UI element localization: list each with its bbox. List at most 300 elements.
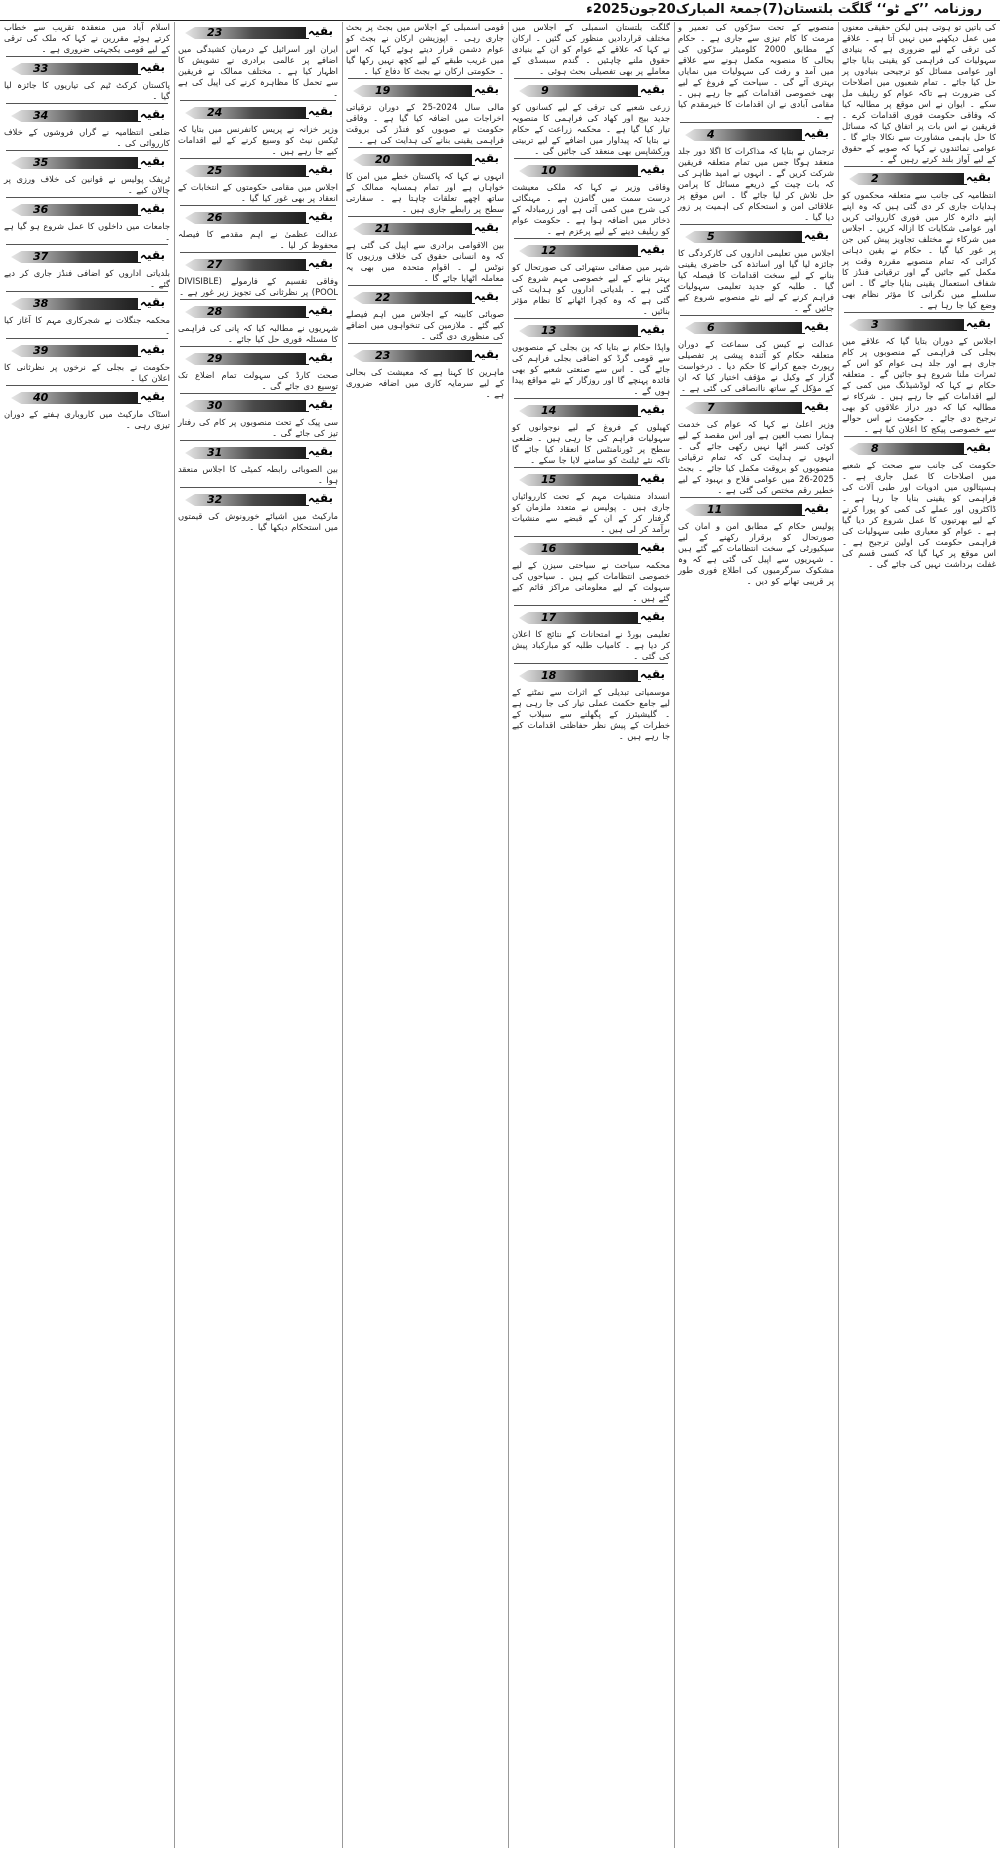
- article-divider: [514, 78, 668, 79]
- article-block: [2, 22, 172, 58]
- article-text: ترجمان نے بتایا کہ مذاکرات کا اگلا دور جلد منعقد ہوگا جس میں تمام متعلقہ فریقین شرکت کریں گے ۔ انہوں نے امید ظاہر کی کہ بات چیت کے ذریعے مسائل کا پرامن حل تلاش کر لیا جائے گا ۔ اس موقع پر علاقائی امن و استحکام کی اہمیت پر زور دیا گیا ۔: [678, 146, 834, 222]
- article-block: [176, 489, 340, 533]
- article-divider: [180, 100, 336, 101]
- continuation-word: بقیہ: [639, 242, 665, 256]
- label-ribbon: [685, 504, 805, 516]
- article-divider: [180, 346, 336, 347]
- continuation-label: [841, 316, 997, 334]
- label-ribbon: [353, 292, 475, 304]
- continuation-number: 33: [33, 62, 49, 75]
- article-divider: [348, 147, 502, 148]
- article-divider: [6, 150, 168, 151]
- continuation-label: [177, 397, 339, 415]
- continuation-word: بقیہ: [473, 220, 499, 234]
- label-ribbon: [185, 306, 309, 318]
- article-block: [176, 348, 340, 395]
- article-block: [510, 607, 672, 665]
- label-ribbon: [185, 212, 309, 224]
- article-block: [176, 442, 340, 489]
- continuation-label: [677, 319, 835, 337]
- continuation-label: [177, 162, 339, 180]
- article-text: اجلاس میں مقامی حکومتوں کے انتخابات کے انعقاد پر بھی غور کیا گیا ۔: [178, 182, 338, 203]
- column-4: [344, 22, 506, 1848]
- masthead-title: روزنامہ ’’کے ٹو‘‘ گلگت بلتستان(7)جمعۃ المبارک20جون2025ء: [586, 2, 982, 17]
- article-block: [176, 102, 340, 160]
- article-block: [676, 226, 836, 317]
- article-divider: [6, 103, 168, 104]
- article-text: انتظامیہ کی جانب سے متعلقہ محکموں کو ہدایات جاری کر دی گئی ہیں کہ وہ اپنے اپنے دائرہ کار میں فوری کارروائی کریں اور عوامی شکایات کا ازالہ کریں ۔ اجلاس میں شرکاء نے مختلف تجاویز پیش کیں جن پر غور کیا گیا ۔ حکام نے یقین دہانی کرائی کہ تمام منصوبے مقررہ وقت پر مکمل کیے جائیں گے اور ترقیاتی فنڈز کا شفاف استعمال یقینی بنایا جائے گا ۔ اس سلسلے میں نگرانی کا مؤثر نظام بھی وضع کیا جا رہا ہے ۔: [842, 190, 996, 310]
- article-block: [510, 320, 672, 400]
- article-text: قومی اسمبلی کے اجلاس میں بجٹ پر بحث جاری رہی ۔ اپوزیشن ارکان نے بجٹ کو عوام دشمن قرار دیتے ہوئے کہا کہ اس میں غریب طبقے کے لیے کچھ نہیں رکھا گیا ۔ حکومتی ارکان نے بجٹ کا دفاع کیا ۔: [346, 22, 504, 76]
- article-text: موسمیاتی تبدیلی کے اثرات سے نمٹنے کے لیے جامع حکمت عملی تیار کی جا رہی ہے ۔ گلیشیئرز کے پگھلنے سے سیلاب کے خطرات کے پیش نظر حفاظتی اقدامات کیے جا رہے ہیں ۔: [512, 687, 670, 741]
- article-block: [2, 340, 172, 387]
- continuation-number: 40: [33, 391, 49, 404]
- article-text: بین الصوبائی رابطہ کمیٹی کا اجلاس منعقد ہوا ۔: [178, 464, 338, 485]
- continuation-word: بقیہ: [803, 319, 829, 333]
- label-ribbon: [519, 474, 641, 486]
- continuation-label: [677, 126, 835, 144]
- continuation-word: بقیہ: [473, 347, 499, 361]
- continuation-number: 20: [375, 153, 391, 166]
- article-divider: [514, 318, 668, 319]
- continuation-word: بقیہ: [639, 609, 665, 623]
- article-divider: [180, 393, 336, 394]
- continuation-label: [3, 295, 171, 313]
- continuation-label: [677, 399, 835, 417]
- article-divider: [180, 205, 336, 206]
- article-block: [840, 22, 998, 168]
- continuation-label: [511, 667, 671, 685]
- continuation-label: [345, 220, 505, 238]
- label-ribbon: [185, 27, 309, 39]
- article-text: محکمہ جنگلات نے شجرکاری مہم کا آغاز کیا ۔: [4, 315, 170, 336]
- article-text: پولیس حکام کے مطابق امن و امان کی صورتحال کو برقرار رکھنے کے لیے سیکیورٹی کے سخت انتظامات کیے گئے ہیں ۔ شہریوں سے اپیل کی گئی ہے کہ وہ مشکوک سرگرمیوں کی اطلاع فوری طور پر قریبی تھانے کو دیں ۔: [678, 521, 834, 586]
- continuation-word: بقیہ: [803, 399, 829, 413]
- continuation-number: 4: [707, 128, 715, 141]
- column-1: [840, 22, 998, 1848]
- continuation-word: بقیہ: [139, 389, 165, 403]
- label-ribbon: [519, 325, 641, 337]
- continuation-word: بقیہ: [307, 209, 333, 223]
- continuation-number: 30: [207, 399, 223, 412]
- article-divider: [348, 285, 502, 286]
- continuation-label: [841, 170, 997, 188]
- continuation-label: [3, 154, 171, 172]
- continuation-word: بقیہ: [965, 170, 991, 184]
- article-text: صحت کارڈ کی سہولت تمام اضلاع تک توسیع دی جائے گی ۔: [178, 370, 338, 391]
- article-block: [840, 438, 998, 570]
- label-ribbon: [185, 353, 309, 365]
- continuation-number: 14: [541, 404, 557, 417]
- continuation-word: بقیہ: [307, 444, 333, 458]
- article-divider: [514, 398, 668, 399]
- article-text: تعلیمی بورڈ نے امتحانات کے نتائج کا اعلان کر دیا ہے ۔ کامیاب طلبہ کو مبارکباد پیش کی گئی ۔: [512, 629, 670, 661]
- continuation-word: بقیہ: [307, 162, 333, 176]
- continuation-number: 7: [707, 401, 715, 414]
- article-text: منصوبے کے تحت سڑکوں کی تعمیر و مرمت کا کام تیزی سے جاری ہے ۔ حکام کے مطابق 2000 کلومیٹر سڑکوں کی بحالی کا منصوبہ مکمل ہونے سے علاقے میں آمد و رفت کی سہولیات میں نمایاں بہتری آئے گی ۔ سیاحت کے فروغ کے لیے بھی خصوصی اقدامات کیے جا رہے ہیں ۔ مقامی آبادی نے ان اقدامات کا خیرمقدم کیا ہے ۔: [678, 22, 834, 120]
- article-text: پاکستان کرکٹ ٹیم کی تیاریوں کا جائزہ لیا گیا ۔: [4, 80, 170, 101]
- column-rule: [342, 22, 343, 1848]
- article-text: محکمہ سیاحت نے سیاحتی سیزن کے لیے خصوصی انتظامات کیے ہیں ۔ سیاحوں کی سہولت کے لیے معلوماتی مراکز قائم کیے گئے ہیں ۔: [512, 560, 670, 603]
- article-divider: [680, 224, 832, 225]
- article-divider: [180, 487, 336, 488]
- continuation-label: [511, 402, 671, 420]
- label-ribbon: [685, 402, 805, 414]
- column-2: [676, 22, 836, 1848]
- continuation-label: [345, 151, 505, 169]
- label-ribbon: [11, 345, 141, 357]
- continuation-word: بقیہ: [307, 491, 333, 505]
- article-divider: [6, 244, 168, 245]
- continuation-word: بقیہ: [139, 295, 165, 309]
- article-divider: [844, 166, 994, 167]
- article-text: جامعات میں داخلوں کا عمل شروع ہو گیا ہے ۔: [4, 221, 170, 242]
- article-block: [176, 254, 340, 301]
- article-block: [176, 160, 340, 207]
- label-ribbon: [185, 259, 309, 271]
- continuation-label: [177, 444, 339, 462]
- continuation-number: 17: [541, 611, 557, 624]
- label-ribbon: [353, 85, 475, 97]
- continuation-number: 34: [33, 109, 49, 122]
- continuation-number: 38: [33, 297, 49, 310]
- article-text: اسٹاک مارکیٹ میں کاروباری ہفتے کے دوران تیزی رہی ۔: [4, 409, 170, 430]
- article-text: واپڈا حکام نے بتایا کہ پن بجلی کے منصوبوں سے قومی گرڈ کو اضافی بجلی فراہم کی جائے گی ۔ اس سے صنعتی شعبے کو بھی فائدہ پہنچے گا اور روزگار کے نئے مواقع پیدا ہوں گے ۔: [512, 342, 670, 396]
- article-divider: [514, 158, 668, 159]
- continuation-number: 29: [207, 352, 223, 365]
- continuation-number: 28: [207, 305, 223, 318]
- continuation-word: بقیہ: [639, 540, 665, 554]
- label-ribbon: [519, 245, 641, 257]
- continuation-label: [177, 256, 339, 274]
- article-divider: [6, 56, 168, 57]
- article-text: کی باتیں تو ہوتی ہیں لیکن حقیقی معنوں میں عمل دیکھنے میں نہیں آتا ہے ۔ علاقے کی ترقی کے لیے ضروری ہے کہ بنیادی سہولیات کی فراہمی کو یقینی بنایا جائے اور عوامی مسائل کو ترجیحی بنیادوں پر حل کیا جائے ۔ تمام شعبوں میں اصلاحات کی ضرورت ہے تاکہ عوام کو ریلیف مل سکے ۔ ایوان نے اس موقع پر مطالبہ کیا کہ وفاقی حکومت فوری اقدامات کرے ۔ فریقین نے اس بات پر اتفاق کیا کہ مسائل کا حل باہمی مشاورت سے نکالا جائے گا ۔ عوامی نمائندوں نے کہا کہ صوبے کے حقوق کے لیے آواز بلند کرتے رہیں گے ۔: [842, 22, 996, 164]
- article-block: [510, 240, 672, 320]
- article-text: صوبائی کابینہ کے اجلاس میں اہم فیصلے کیے گئے ۔ ملازمین کی تنخواہوں میں اضافے کی منظوری دی گئی ۔: [346, 309, 504, 341]
- article-text: اجلاس کے دوران بتایا گیا کہ علاقے میں بجلی کی فراہمی کے منصوبوں پر کام جاری ہے اور جلد ہی عوام کو اس کے ثمرات ملنا شروع ہو جائیں گے ۔ متعلقہ حکام نے کہا کہ لوڈشیڈنگ میں کمی کے لیے اقدامات کیے جا رہے ہیں ۔ شرکاء نے مطالبہ کیا کہ دور دراز علاقوں کو بھی ترجیح دی جائے ۔ حکومت نے اس حوالے سے خصوصی پیکج کا اعلان کیا ہے ۔: [842, 336, 996, 434]
- article-block: [344, 22, 506, 80]
- continuation-label: [3, 389, 171, 407]
- continuation-number: 19: [375, 84, 391, 97]
- continuation-label: [177, 303, 339, 321]
- continuation-word: بقیہ: [139, 342, 165, 356]
- continuation-label: [345, 347, 505, 365]
- continuation-number: 25: [207, 164, 223, 177]
- article-block: [344, 287, 506, 345]
- continuation-word: بقیہ: [639, 82, 665, 96]
- article-block: [840, 168, 998, 314]
- article-block: [344, 149, 506, 218]
- continuation-word: بقیہ: [639, 667, 665, 681]
- article-text: وزیر اعلیٰ نے کہا کہ عوام کی خدمت ہمارا نصب العین ہے اور اس مقصد کے لیے کوئی کسر اٹھا نہیں رکھی جائے گی ۔ انہوں نے ہدایت کی کہ تمام ترقیاتی منصوبوں کو بروقت مکمل کیا جائے ۔ بجٹ 2025-26 میں عوامی فلاح و بہبود کے لیے خطیر رقم مختص کی گئی ہے ۔: [678, 419, 834, 495]
- article-divider: [680, 497, 832, 498]
- article-block: [510, 80, 672, 160]
- continuation-number: 35: [33, 156, 49, 169]
- article-text: مالی سال 2024-25 کے دوران ترقیاتی اخراجات میں اضافہ کیا گیا ہے ۔ وفاقی حکومت نے صوبوں کو فنڈز کی بروقت فراہمی یقینی بنانے کی ہدایت کی ہے ۔: [346, 102, 504, 145]
- article-divider: [180, 158, 336, 159]
- article-text: وفاقی تقسیم کے فارمولے (DIVISIBLE POOL) پر نظرثانی کی تجویز زیر غور ہے ۔: [178, 276, 338, 297]
- label-ribbon: [519, 670, 641, 682]
- continuation-label: [511, 242, 671, 260]
- continuation-word: بقیہ: [473, 82, 499, 96]
- label-ribbon: [519, 405, 641, 417]
- article-text: شہریوں نے مطالبہ کیا کہ پانی کی فراہمی کا مسئلہ فوری حل کیا جائے ۔: [178, 323, 338, 344]
- continuation-label: [511, 609, 671, 627]
- article-block: [176, 301, 340, 348]
- article-divider: [514, 605, 668, 606]
- article-divider: [680, 315, 832, 316]
- continuation-number: 5: [707, 230, 715, 243]
- column-3: [510, 22, 672, 1848]
- continuation-label: [177, 209, 339, 227]
- article-divider: [844, 312, 994, 313]
- article-text: عدالت عظمیٰ نے اہم مقدمے کا فیصلہ محفوظ کر لیا ۔: [178, 229, 338, 250]
- article-text: گلگت بلتستان اسمبلی کے اجلاس میں مختلف قراردادیں منظور کی گئیں ۔ ارکان نے کہا کہ علاقے کے عوام کو ان کے بنیادی حقوق ملنے چاہئیں ۔ گندم سبسڈی کے معاملے پر بھی تفصیلی بحث ہوئی ۔: [512, 22, 670, 76]
- continuation-label: [177, 104, 339, 122]
- article-divider: [514, 536, 668, 537]
- continuation-number: 16: [541, 542, 557, 555]
- article-block: [2, 105, 172, 152]
- label-ribbon: [11, 204, 141, 216]
- continuation-number: 3: [871, 318, 879, 331]
- continuation-label: [511, 322, 671, 340]
- article-text: زرعی شعبے کی ترقی کے لیے کسانوں کو جدید بیج اور کھاد کی فراہمی کا منصوبہ تیار کیا گیا ہے ۔ محکمہ زراعت کے حکام نے بتایا کہ پیداوار میں اضافے کے لیے تربیتی ورکشاپس بھی منعقد کی جائیں گی ۔: [512, 102, 670, 156]
- label-ribbon: [353, 223, 475, 235]
- article-text: بلدیاتی اداروں کو اضافی فنڈز جاری کر دیے گئے ۔: [4, 268, 170, 289]
- article-block: [2, 152, 172, 199]
- label-ribbon: [185, 494, 309, 506]
- article-divider: [6, 385, 168, 386]
- continuation-number: 23: [207, 26, 223, 39]
- continuation-label: [677, 501, 835, 519]
- continuation-word: بقیہ: [639, 162, 665, 176]
- article-block: [510, 22, 672, 80]
- article-text: انسداد منشیات مہم کے تحت کارروائیاں جاری ہیں ۔ پولیس نے متعدد ملزمان کو گرفتار کر کے ان کے قبضے سے منشیات برآمد کر لی ہیں ۔: [512, 491, 670, 534]
- article-divider: [514, 467, 668, 468]
- article-divider: [348, 216, 502, 217]
- continuation-word: بقیہ: [139, 107, 165, 121]
- continuation-label: [177, 24, 339, 42]
- article-text: بین الاقوامی برادری سے اپیل کی گئی ہے کہ وہ انسانی حقوق کی خلاف ورزیوں کا نوٹس لے ۔ اقوام متحدہ میں بھی یہ معاملہ اٹھایا جائے گا ۔: [346, 240, 504, 283]
- article-text: ماہرین کا کہنا ہے کہ معیشت کی بحالی کے لیے سرمایہ کاری میں اضافہ ضروری ہے ۔: [346, 367, 504, 399]
- article-divider: [514, 238, 668, 239]
- article-divider: [6, 291, 168, 292]
- article-divider: [680, 122, 832, 123]
- continuation-label: [177, 350, 339, 368]
- continuation-word: بقیہ: [803, 501, 829, 515]
- continuation-word: بقیہ: [139, 60, 165, 74]
- continuation-word: بقیہ: [307, 350, 333, 364]
- article-divider: [844, 436, 994, 437]
- continuation-number: 2: [871, 172, 879, 185]
- continuation-number: 23: [375, 349, 391, 362]
- continuation-number: 18: [541, 669, 557, 682]
- article-block: [176, 207, 340, 254]
- label-ribbon: [353, 154, 475, 166]
- continuation-label: [3, 342, 171, 360]
- article-block: [2, 58, 172, 105]
- article-block: [510, 160, 672, 240]
- article-block: [840, 314, 998, 438]
- label-ribbon: [685, 322, 805, 334]
- column-5: [176, 22, 340, 1848]
- article-block: [676, 124, 836, 226]
- label-ribbon: [185, 400, 309, 412]
- article-text: شہر میں صفائی ستھرائی کی صورتحال کو بہتر بنانے کے لیے خصوصی مہم شروع کی گئی ہے ۔ بلدیاتی اداروں کو ہدایت کی گئی ہے کہ وہ کچرا اٹھانے کا نظام مؤثر بنائیں ۔: [512, 262, 670, 316]
- continuation-number: 11: [707, 503, 723, 516]
- continuation-number: 13: [541, 324, 557, 337]
- continuation-word: بقیہ: [803, 228, 829, 242]
- article-block: [676, 22, 836, 124]
- continuation-word: بقیہ: [307, 303, 333, 317]
- article-divider: [348, 78, 502, 79]
- label-ribbon: [11, 110, 141, 122]
- continuation-number: 22: [375, 291, 391, 304]
- article-text: وفاقی وزیر نے کہا کہ ملکی معیشت درست سمت میں گامزن ہے ۔ مہنگائی کی شرح میں کمی آئی ہے اور زرمبادلہ کے ذخائر میں اضافہ ہوا ہے ۔ حکومت عوام کو ریلیف دینے کے لیے پرعزم ہے ۔: [512, 182, 670, 236]
- label-ribbon: [11, 157, 141, 169]
- continuation-number: 10: [541, 164, 557, 177]
- continuation-label: [511, 540, 671, 558]
- article-text: مارکیٹ میں اشیائے خورونوش کی قیمتوں میں استحکام دیکھا گیا ۔: [178, 511, 338, 532]
- label-ribbon: [849, 443, 967, 455]
- article-block: [2, 387, 172, 431]
- article-text: اجلاس میں تعلیمی اداروں کی کارکردگی کا جائزہ لیا گیا اور اساتذہ کی حاضری یقینی بنانے کے لیے سخت اقدامات کا فیصلہ کیا گیا ۔ طلبہ کو جدید تعلیمی سہولیات فراہم کرنے کے لیے نئے منصوبے شروع کیے جائیں گے ۔: [678, 248, 834, 313]
- continuation-word: بقیہ: [139, 154, 165, 168]
- label-ribbon: [185, 165, 309, 177]
- article-text: سی پیک کے تحت منصوبوں پر کام کی رفتار تیز کی جائے گی ۔: [178, 417, 338, 438]
- article-divider: [180, 299, 336, 300]
- article-block: [676, 317, 836, 397]
- continuation-label: [677, 228, 835, 246]
- article-block: [676, 397, 836, 499]
- column-rule: [508, 22, 509, 1848]
- column-6: [2, 22, 172, 1848]
- article-text: اسلام آباد میں منعقدہ تقریب سے خطاب کرتے ہوئے مقررین نے کہا کہ ملک کی ترقی کے لیے قومی یکجہتی ضروری ہے ۔: [4, 22, 170, 54]
- label-ribbon: [849, 319, 967, 331]
- continuation-word: بقیہ: [965, 316, 991, 330]
- continuation-label: [3, 60, 171, 78]
- label-ribbon: [353, 350, 475, 362]
- continuation-number: 15: [541, 473, 557, 486]
- continuation-number: 36: [33, 203, 49, 216]
- continuation-label: [177, 491, 339, 509]
- continuation-number: 6: [707, 321, 715, 334]
- continuation-number: 21: [375, 222, 391, 235]
- article-text: حکومت نے بجلی کے نرخوں پر نظرثانی کا اعلان کیا ۔: [4, 362, 170, 383]
- continuation-word: بقیہ: [139, 201, 165, 215]
- article-divider: [6, 338, 168, 339]
- continuation-number: 8: [871, 442, 879, 455]
- article-text: ضلعی انتظامیہ نے گراں فروشوں کے خلاف کارروائی کی ۔: [4, 127, 170, 148]
- continuation-word: بقیہ: [473, 289, 499, 303]
- column-rule: [838, 22, 839, 1848]
- continuation-label: [511, 162, 671, 180]
- label-ribbon: [11, 392, 141, 404]
- label-ribbon: [849, 173, 967, 185]
- article-block: [176, 395, 340, 442]
- continuation-label: [511, 471, 671, 489]
- label-ribbon: [11, 63, 141, 75]
- continuation-number: 26: [207, 211, 223, 224]
- continuation-word: بقیہ: [803, 126, 829, 140]
- continuation-word: بقیہ: [307, 104, 333, 118]
- article-text: کھیلوں کے فروغ کے لیے نوجوانوں کو سہولیات فراہم کی جا رہی ہیں ۔ ضلعی سطح پر ٹورنامنٹس کا انعقاد کیا جائے گا تاکہ نئے ٹیلنٹ کو سامنے لایا جا سکے ۔: [512, 422, 670, 465]
- label-ribbon: [519, 612, 641, 624]
- continuation-label: [841, 440, 997, 458]
- article-block: [2, 293, 172, 340]
- continuation-word: بقیہ: [639, 471, 665, 485]
- continuation-word: بقیہ: [639, 402, 665, 416]
- continuation-number: 39: [33, 344, 49, 357]
- label-ribbon: [11, 298, 141, 310]
- continuation-word: بقیہ: [139, 248, 165, 262]
- article-block: [344, 80, 506, 149]
- article-text: عدالت نے کیس کی سماعت کے دوران متعلقہ حکام کو آئندہ پیشی پر تفصیلی رپورٹ جمع کرانے کا حکم دیا ۔ درخواست گزار کے وکیل نے مؤقف اختیار کیا کہ ان کے مؤکل کے ساتھ ناانصافی کی گئی ہے ۔: [678, 339, 834, 393]
- continuation-label: [3, 201, 171, 219]
- article-block: [344, 218, 506, 287]
- article-divider: [514, 663, 668, 664]
- continuation-number: 12: [541, 244, 557, 257]
- continuation-word: بقیہ: [639, 322, 665, 336]
- continuation-number: 32: [207, 493, 223, 506]
- column-rule: [174, 22, 175, 1848]
- continuation-label: [511, 82, 671, 100]
- label-ribbon: [685, 129, 805, 141]
- article-block: [344, 345, 506, 400]
- article-text: ٹریفک پولیس نے قوانین کی خلاف ورزی پر چالان کیے ۔: [4, 174, 170, 195]
- article-text: انہوں نے کہا کہ پاکستان خطے میں امن کا خواہاں ہے اور تمام ہمسایہ ممالک کے ساتھ اچھے تعلقات چاہتا ہے ۔ سفارتی سطح پر رابطے جاری ہیں ۔: [346, 171, 504, 214]
- label-ribbon: [185, 107, 309, 119]
- continuation-label: [345, 82, 505, 100]
- article-block: [510, 400, 672, 469]
- continuation-word: بقیہ: [307, 397, 333, 411]
- article-divider: [180, 252, 336, 253]
- continuation-word: بقیہ: [307, 24, 333, 38]
- article-text: ایران اور اسرائیل کے درمیان کشیدگی میں اضافے پر عالمی برادری نے تشویش کا اظہار کیا ہے ۔ مختلف ممالک نے فریقین سے تحمل کا مظاہرہ کرنے کی اپیل کی ہے ۔: [178, 44, 338, 98]
- label-ribbon: [519, 543, 641, 555]
- article-block: [2, 199, 172, 246]
- continuation-label: [3, 248, 171, 266]
- article-text: حکومت کی جانب سے صحت کے شعبے میں اصلاحات کا عمل جاری ہے ۔ ہسپتالوں میں ادویات اور طبی آلات کی فراہمی کو یقینی بنایا جا رہا ہے ۔ ڈاکٹروں اور عملے کی کمی کو پورا کرنے کے لیے بھرتیوں کا عمل شروع کر دیا گیا ہے ۔ عوام کو معیاری طبی سہولیات کی فراہمی حکومت کی اولین ترجیح ہے ۔ اس موقع پر کہا گیا کہ کسی قسم کی غفلت برداشت نہیں کی جائے گی ۔: [842, 460, 996, 569]
- continuation-label: [3, 107, 171, 125]
- article-divider: [348, 343, 502, 344]
- article-divider: [6, 197, 168, 198]
- masthead: [0, 0, 1000, 21]
- continuation-number: 9: [541, 84, 549, 97]
- label-ribbon: [11, 251, 141, 263]
- column-rule: [674, 22, 675, 1848]
- label-ribbon: [519, 165, 641, 177]
- article-block: [510, 538, 672, 607]
- article-block: [510, 469, 672, 538]
- label-ribbon: [185, 447, 309, 459]
- article-block: [676, 499, 836, 587]
- continuation-word: بقیہ: [473, 151, 499, 165]
- article-block: [510, 665, 672, 742]
- continuation-number: 27: [207, 258, 223, 271]
- article-text: وزیر خزانہ نے پریس کانفرنس میں بتایا کہ ٹیکس نیٹ کو وسیع کرنے کے لیے اقدامات کیے جا رہے ہیں ۔: [178, 124, 338, 156]
- article-divider: [680, 395, 832, 396]
- continuation-word: بقیہ: [307, 256, 333, 270]
- label-ribbon: [685, 231, 805, 243]
- continuation-number: 24: [207, 106, 223, 119]
- label-ribbon: [519, 85, 641, 97]
- continuation-number: 31: [207, 446, 223, 459]
- article-block: [176, 22, 340, 102]
- continuation-number: 37: [33, 250, 49, 263]
- article-block: [2, 246, 172, 293]
- continuation-label: [345, 289, 505, 307]
